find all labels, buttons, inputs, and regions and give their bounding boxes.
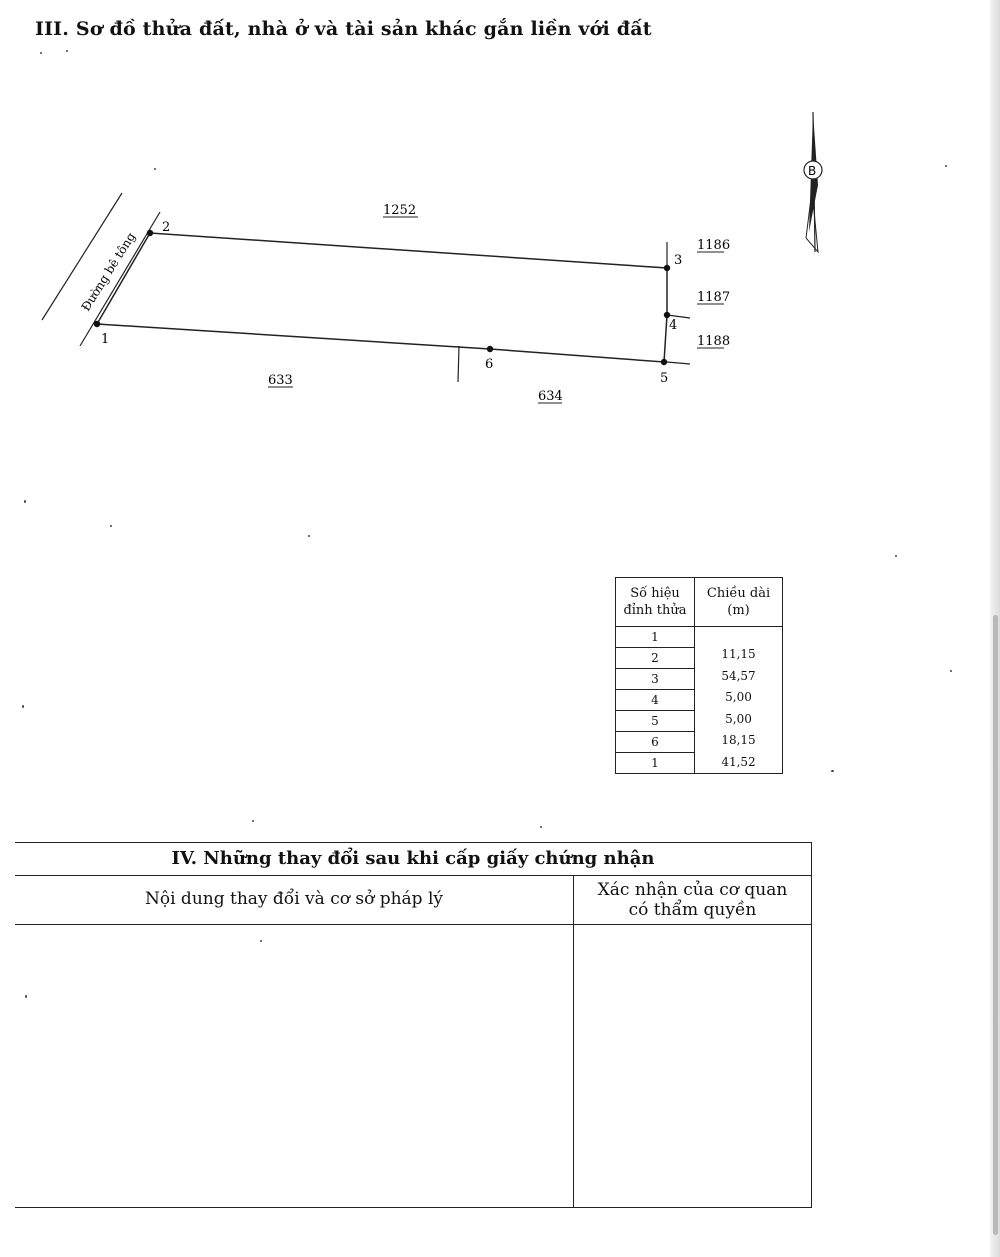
vertex-label: 1 [101,332,110,347]
scan-speck [25,995,27,998]
parcel-boundary [97,233,667,362]
neighbor-label-top: 1252 [383,203,417,218]
vertex-marker [147,230,153,236]
scan-speck [252,820,254,822]
vertex-label: 5 [660,371,669,386]
section-title: III. Sơ đồ thửa đất, nhà ở và tài sản khác gắn liền với đất [35,18,652,40]
changes-table [15,842,812,1208]
scan-speck [831,770,834,772]
vertex-marker [94,321,100,327]
point-cell: 3 [616,669,695,690]
scan-speck [260,940,262,942]
point-cell: 4 [616,690,695,711]
scan-speck [154,168,156,170]
length-column [695,627,783,774]
length-value: 11,15 [721,647,756,661]
scan-speck [24,500,26,503]
vertex-length-table [615,577,783,774]
neighbor-label-bottom-right: 634 [538,389,563,404]
road-label: Đường bê tông [78,229,139,314]
column-content-header: Nội dung thay đổi và cơ sở pháp lý [15,876,574,924]
point-cell: 6 [616,732,695,753]
scan-speck [40,52,42,54]
vertex-marker [664,265,670,271]
vertex-label: 3 [674,253,683,268]
land-plot-diagram [0,0,1000,460]
scan-speck [895,555,897,557]
header-length: Chiều dài (m) [695,578,783,627]
point-cell: 1 [616,627,695,648]
vertex-marker [487,346,493,352]
scan-speck [66,50,68,52]
boundary-tick-bottom [458,346,459,382]
north-label: B [808,164,817,178]
scan-speck [950,670,952,672]
changes-content-cell [15,925,574,1207]
neighbor-label-right: 1187 [697,290,731,305]
length-value: 5,00 [725,690,752,704]
scan-speck [308,535,310,537]
length-value: 5,00 [725,711,752,726]
header-point: Số hiệu đỉnh thửa [616,578,695,627]
point-cell: 2 [616,648,695,669]
length-value: 41,52 [721,754,756,769]
scan-speck [110,525,112,527]
vertex-label: 4 [669,318,678,333]
neighbor-label-right: 1188 [697,334,731,349]
changes-title: IV. Những thay đổi sau khi cấp giấy chứng nhận [15,843,811,876]
length-value: 54,57 [721,668,756,683]
vertex-marker [661,359,667,365]
north-arrow-icon [804,112,822,252]
scrollbar-thumb[interactable] [993,615,998,1235]
vertex-label: 2 [162,220,171,235]
point-cell: 1 [616,753,695,774]
scan-speck [540,826,542,828]
neighbor-label-bottom-left: 633 [268,373,293,388]
vertex-label: 6 [485,357,494,372]
length-value: 18,15 [721,733,756,747]
boundary-tick-bottom-right [667,362,690,364]
scan-speck [945,165,947,167]
column-confirm-header: Xác nhận của cơ quan có thẩm quyền [597,880,788,920]
neighbor-label-right: 1186 [697,238,731,253]
scan-speck [22,705,24,708]
point-cell: 5 [616,711,695,732]
